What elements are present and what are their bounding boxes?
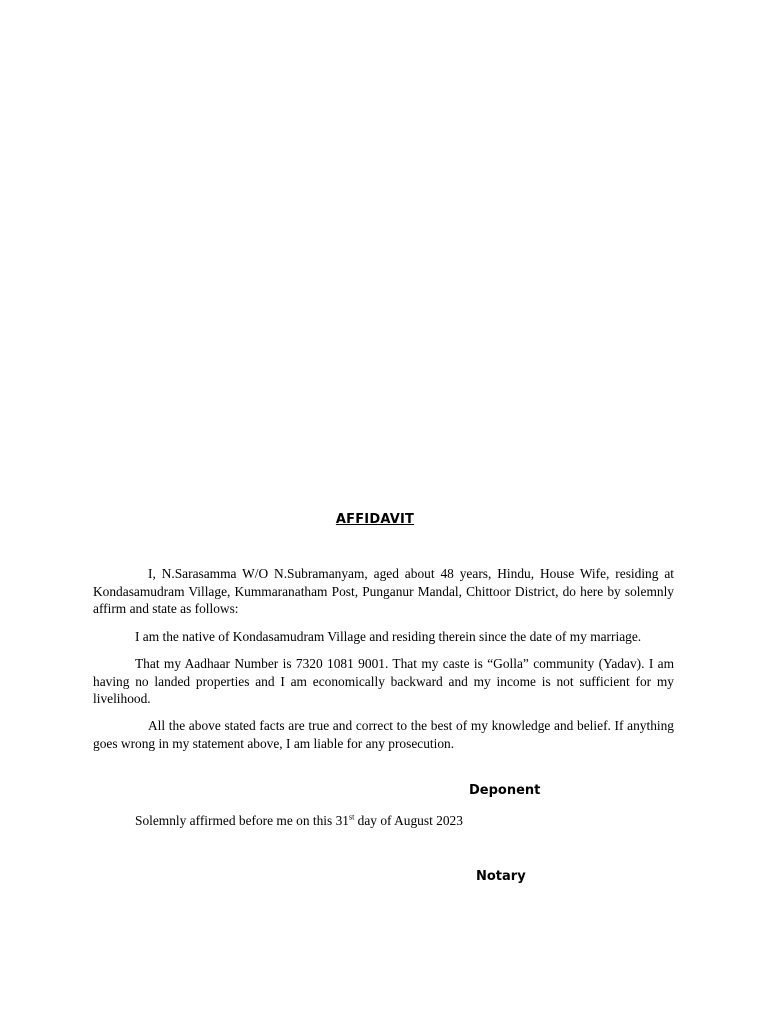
notary-signature-label: Notary bbox=[476, 869, 526, 884]
affirmation-ordinal-suffix: st bbox=[348, 812, 355, 822]
paragraph-aadhaar-caste: That my Aadhaar Number is 7320 1081 9001. That my caste is “Golla” community (Yadav). I am having no landed properties and I am economically backward and my income is not sufficient for my livelihood. bbox=[93, 656, 674, 707]
affirmation-date-suffix: day of August 2023 bbox=[354, 813, 463, 828]
affirmation-prefix: Solemnly affirmed before me on this 31 bbox=[135, 813, 349, 828]
affirmation-line bbox=[135, 813, 463, 829]
document-title: AFFIDAVIT bbox=[335, 512, 415, 527]
paragraph-declaration: I, N.Sarasamma W/O N.Subramanyam, aged about 48 years, Hindu, House Wife, residing at Kondasamudram Village, Kummaranatham Post, Punganur Mandal, Chittoor District, do here by solemnly affirm and state as follows: bbox=[93, 566, 674, 617]
deponent-signature-label: Deponent bbox=[469, 783, 541, 798]
paragraph-native: I am the native of Kondasamudram Village and residing therein since the date of my marriage. bbox=[135, 629, 642, 644]
paragraph-truth-statement: All the above stated facts are true and correct to the best of my knowledge and belief. If anything goes wrong in my statement above, I am liable for any prosecution. bbox=[93, 718, 674, 751]
